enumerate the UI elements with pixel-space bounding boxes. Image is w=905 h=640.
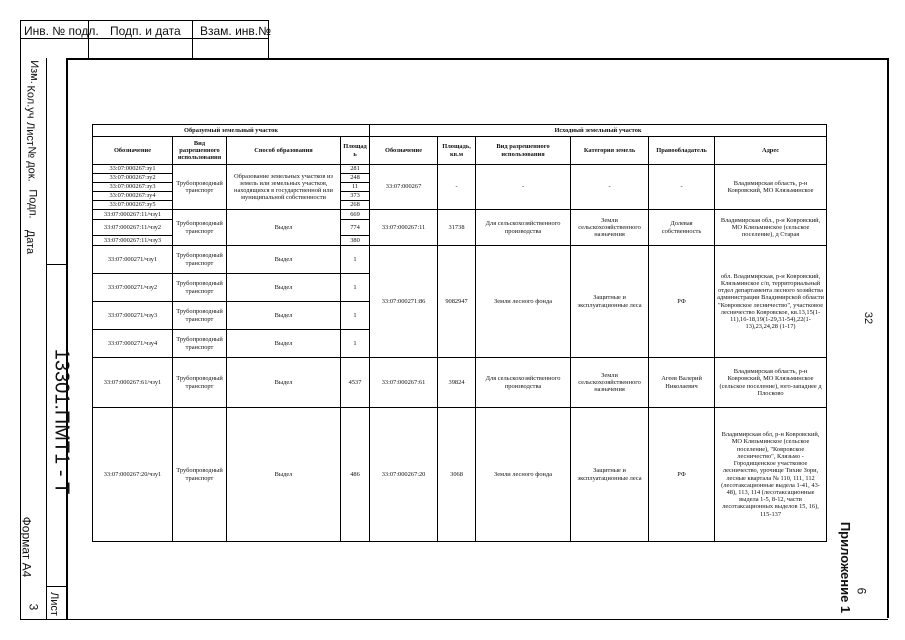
- plot-area: 380: [341, 236, 370, 246]
- src-address: Владимирская обл, р-н Ковровский, МО Клязьминское (сельское поселение), "Ковровское лесничество", Клязьмо - Городищенское участковое лесничество, урочище Тихие Зори, лесные квартала № 110, 111, 112 (лесотаксационные выдела 1-41, 43-48), 113, 114 (лесотаксационные выдела 1-5, 8-12, части лесотаксационных выделов 15, 16), 115-137: [715, 408, 827, 542]
- table-row: [93, 165, 827, 174]
- table-row: [93, 408, 827, 542]
- plot-use: Трубопроводный транспорт: [173, 165, 227, 210]
- col-header-id: Обозначение: [93, 137, 173, 165]
- plot-use: Трубопроводный транспорт: [173, 274, 227, 302]
- src-address: обл. Владимирская, р-н Ковровский, Клязьминское с/п, территориальный отдел департамента лесного хозяйства администрации Владимирской области "Ковровское лесничество", участковое лесничество Ковровское, кв.13,15(1-11),16-18,19(1-29,31-54),22(1-13),23,24,28 (1-17): [715, 246, 827, 358]
- plot-use: Трубопроводный транспорт: [173, 330, 227, 358]
- src-area: 39824: [438, 358, 476, 408]
- plot-id: 33:07:000271/чзу2: [93, 274, 173, 302]
- plot-area: 268: [341, 201, 370, 210]
- frame-stamp-sep2: [192, 20, 193, 58]
- page-number: 32: [862, 311, 875, 325]
- src-category: -: [571, 165, 649, 210]
- plot-area: 281: [341, 165, 370, 174]
- group-header-formed: Образуемый земельный участок: [93, 125, 370, 137]
- appendix-page: 6: [854, 587, 869, 595]
- plot-method: Выдел: [227, 302, 341, 330]
- src-owner: Долевая собственность: [649, 210, 715, 246]
- group-header-source: Исходный земельный участок: [370, 125, 827, 137]
- col-header-src-use: Вид разрешенного использования: [476, 137, 571, 165]
- plot-area: 774: [341, 220, 370, 236]
- podp-data-label: Подп. и дата: [110, 24, 181, 38]
- appendix-title: Приложение 1: [838, 521, 854, 614]
- col-header-address: Адрес: [715, 137, 827, 165]
- frame-bottom: [20, 619, 888, 620]
- src-owner: РФ: [649, 408, 715, 542]
- plot-area: 1: [341, 302, 370, 330]
- left-label-list: Лист: [23, 122, 36, 146]
- frame-top-outer: [20, 20, 268, 21]
- plot-method: Выдел: [227, 358, 341, 408]
- plot-method: Выдел: [227, 246, 341, 274]
- col-header-area: Площадь: [341, 137, 370, 165]
- frame-top-sheet: [66, 58, 888, 60]
- src-category: Земли сельскохозяйственного назначения: [571, 358, 649, 408]
- frame-left-mid: [46, 58, 47, 620]
- left-label-podp: Подп.: [26, 189, 39, 219]
- plot-id: 33:07:000271/чзу3: [93, 302, 173, 330]
- col-header-method: Способ образования: [227, 137, 341, 165]
- left-label-data: Дата: [24, 229, 37, 255]
- src-category: Земли сельскохозяйственного назначения: [571, 210, 649, 246]
- src-category: Защитные и эксплуатационные леса: [571, 246, 649, 358]
- plot-id: 33:07:000267:зу1: [93, 165, 173, 174]
- plot-area: 1: [341, 246, 370, 274]
- plot-id: 33:07:000267:зу2: [93, 174, 173, 183]
- plot-use: Трубопроводный транспорт: [173, 302, 227, 330]
- left-label-ndok: № док.: [25, 146, 38, 182]
- plot-area: 4537: [341, 358, 370, 408]
- src-use: -: [476, 165, 571, 210]
- frame-left-divider-bottom: [46, 586, 67, 587]
- table-row: [93, 210, 827, 220]
- table-row: [93, 358, 827, 408]
- plot-id: 33:07:000267:зу3: [93, 183, 173, 192]
- plot-area: 248: [341, 174, 370, 183]
- plot-id: 33:07:000267:11/чзу1: [93, 210, 173, 220]
- doc-code: 13301.ПМТ1 - Т: [50, 348, 73, 495]
- plot-use: Трубопроводный транспорт: [173, 210, 227, 246]
- plot-area: 669: [341, 210, 370, 220]
- plot-method: Выдел: [227, 330, 341, 358]
- col-header-src-area: Площадь, кв.м: [438, 137, 476, 165]
- plot-method: Выдел: [227, 274, 341, 302]
- src-category: Защитные и эксплуатационные леса: [571, 408, 649, 542]
- src-id: 33:07:000267:20: [370, 408, 438, 542]
- plot-use: Трубопроводный транспорт: [173, 408, 227, 542]
- src-area: 9082947: [438, 246, 476, 358]
- plot-id: 33:07:000267:11/чзу3: [93, 236, 173, 246]
- plot-id: 33:07:000267:зу5: [93, 201, 173, 210]
- col-header-src-id: Обозначение: [370, 137, 438, 165]
- plot-id: 33:07:000271/чзу4: [93, 330, 173, 358]
- frame-left-sheet: [66, 58, 68, 620]
- src-id: 33:07:000267: [370, 165, 438, 210]
- plot-id: 33:07:000267:11/чзу2: [93, 220, 173, 236]
- src-address: Владимирская область, р-н Ковровский, МО Клязьминское (сельское поселение), юго-западнее д Плосково: [715, 358, 827, 408]
- src-use: Земли лесного фонда: [476, 408, 571, 542]
- left-label-kol: Кол.уч: [24, 85, 37, 119]
- sheet-number: 3: [26, 603, 41, 611]
- src-use: Для сельскохозяйственного производства: [476, 210, 571, 246]
- plot-method: Выдел: [227, 210, 341, 246]
- plot-area: 1: [341, 330, 370, 358]
- src-id: 33:07:000271:86: [370, 246, 438, 358]
- src-area: 3068: [438, 408, 476, 542]
- col-header-category: Категория земель: [571, 137, 649, 165]
- src-area: -: [438, 165, 476, 210]
- src-address: Владимирская обл., р-н Ковровский, МО Клязьминское (сельское поселение), д Старая: [715, 210, 827, 246]
- plot-id: 33:07:000267:20/чзу1: [93, 408, 173, 542]
- src-owner: РФ: [649, 246, 715, 358]
- src-use: Земли лесного фонда: [476, 246, 571, 358]
- sheet-label: Лист: [47, 592, 60, 616]
- vzam-inv-label: Взам. инв.№: [200, 24, 272, 38]
- plot-area: 373: [341, 192, 370, 201]
- plot-use: Трубопроводный транспорт: [173, 358, 227, 408]
- col-header-owner: Правообладатель: [649, 137, 715, 165]
- table-row: [93, 246, 827, 274]
- plot-id: 33:07:000267:зу4: [93, 192, 173, 201]
- plot-method: Выдел: [227, 408, 341, 542]
- land-plots-table: [92, 124, 827, 542]
- plot-use: Трубопроводный транспорт: [173, 246, 227, 274]
- left-label-izm: Изм.: [27, 60, 40, 84]
- frame-top-inner: [20, 38, 268, 39]
- plot-area: 11: [341, 183, 370, 192]
- inv-podl-label: Инв. № подл.: [24, 24, 99, 38]
- src-owner: Агеев Валерий Николаевич: [649, 358, 715, 408]
- plot-area: 486: [341, 408, 370, 542]
- plot-method: Образование земельных участков из земель или земельных участков, находящихся в государственной или муниципальной собственности: [227, 165, 341, 210]
- col-header-use: Вид разрешенного использования: [173, 137, 227, 165]
- src-use: Для сельскохозяйственного производства: [476, 358, 571, 408]
- src-address: Владимирская область, р-н Ковровский, МО Клязьминское: [715, 165, 827, 210]
- src-owner: -: [649, 165, 715, 210]
- frame-right: [887, 58, 889, 618]
- frame-left-divider-top: [46, 264, 67, 265]
- plot-id: 33:07:000267:61/чзу1: [93, 358, 173, 408]
- src-area: 31738: [438, 210, 476, 246]
- format-label: Формат А4: [19, 516, 34, 578]
- src-id: 33:07:000267:11: [370, 210, 438, 246]
- src-id: 33:07:000267:61: [370, 358, 438, 408]
- plot-id: 33:07:000271/чзу1: [93, 246, 173, 274]
- plot-area: 1: [341, 274, 370, 302]
